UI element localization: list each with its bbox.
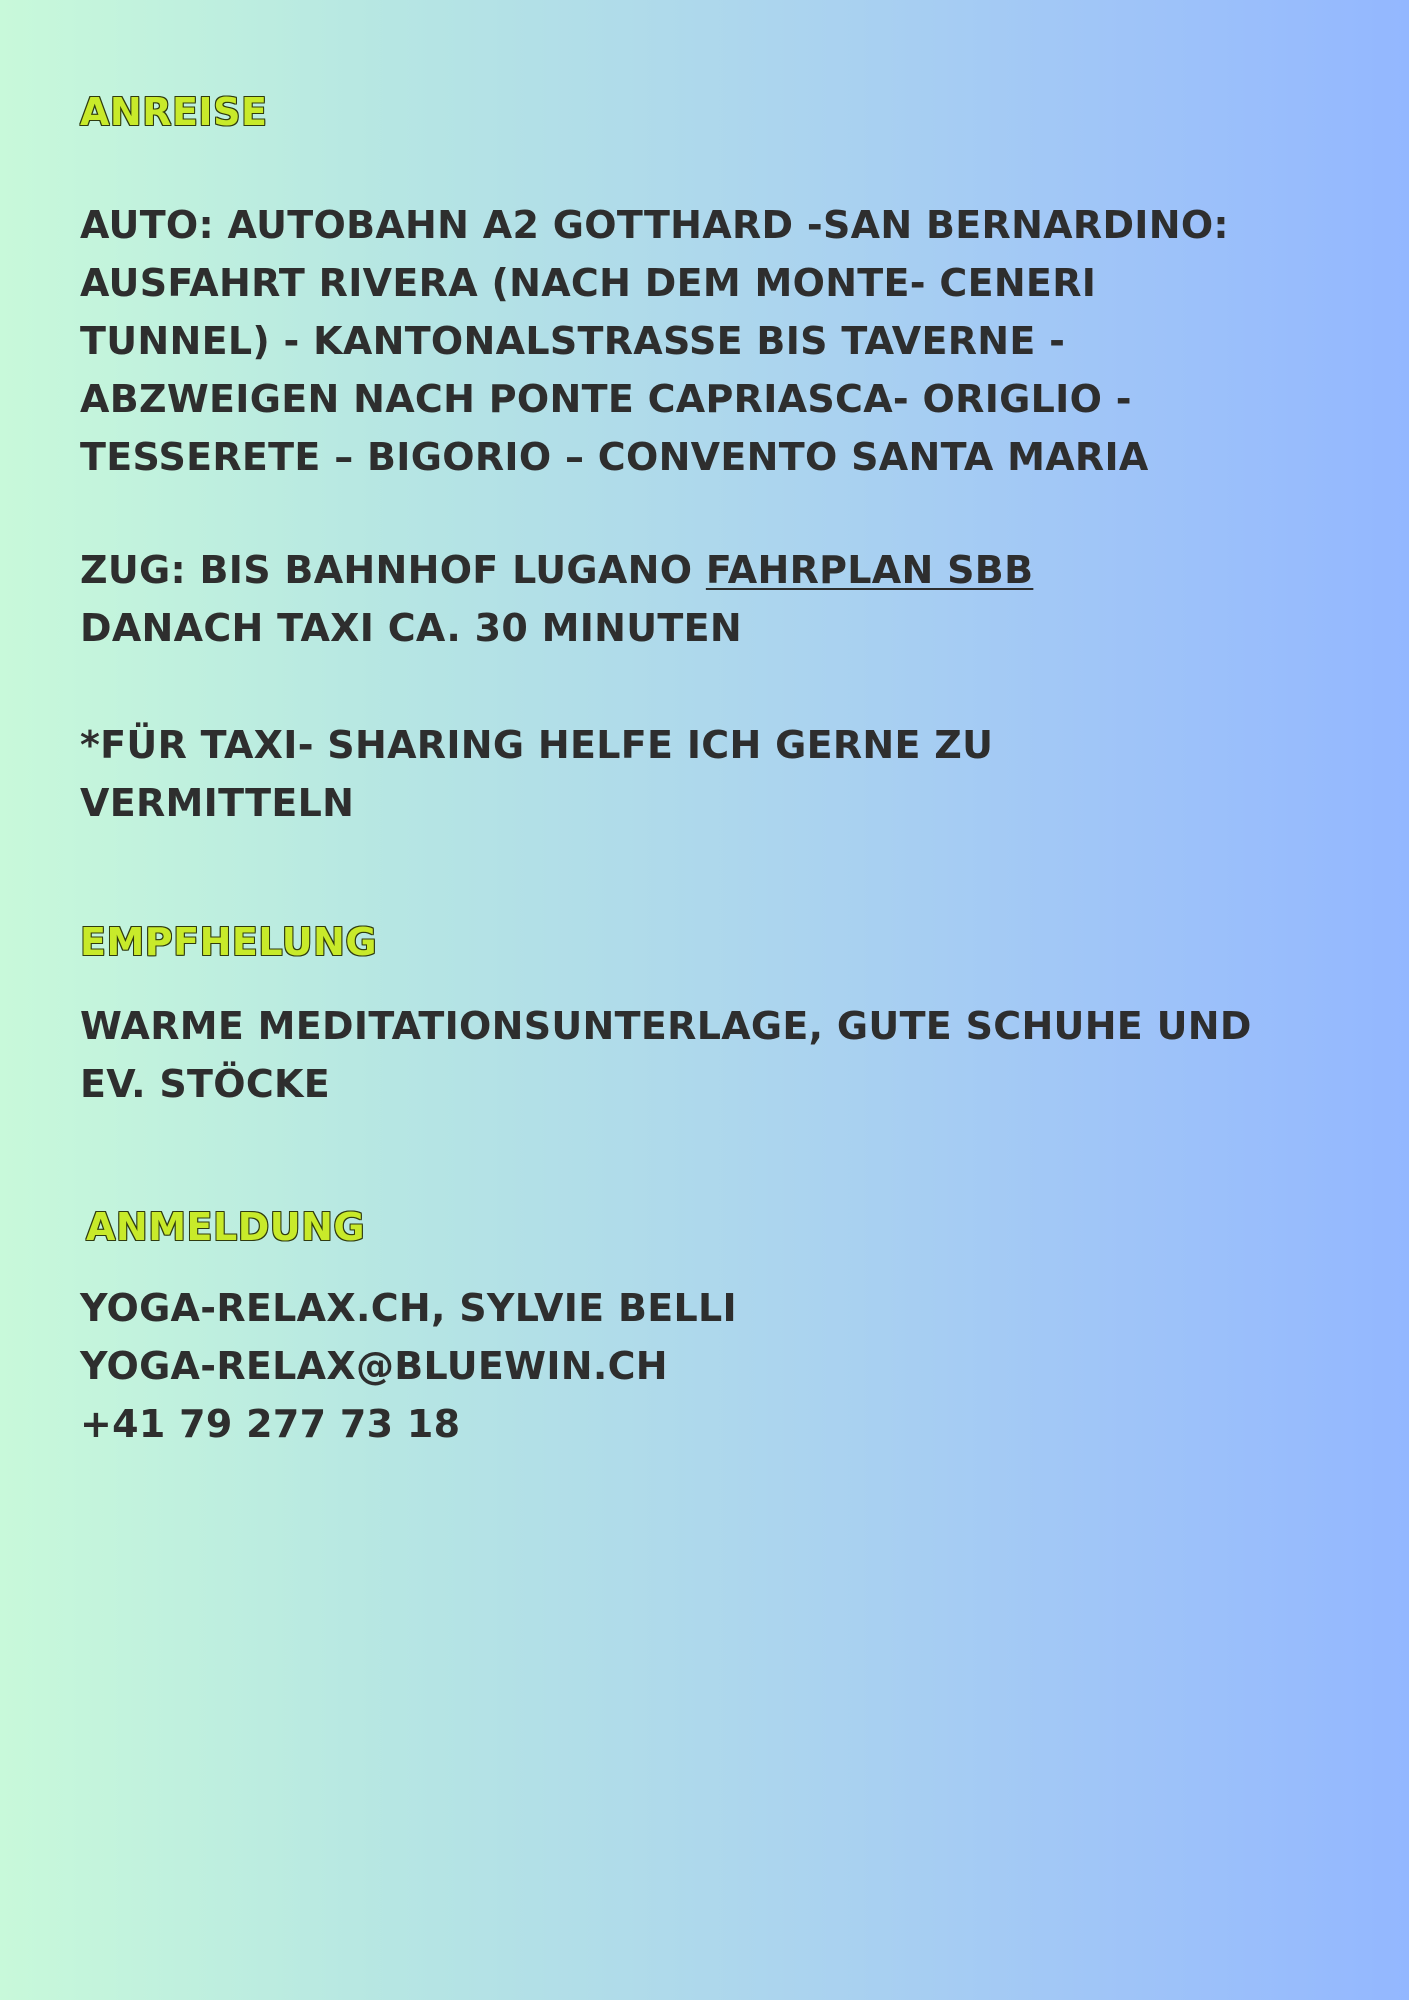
fahrplan-sbb-link[interactable]: FAHRPLAN SBB bbox=[705, 548, 1034, 592]
taxi-sharing-note bbox=[80, 716, 993, 832]
taxi-line-2: VERMITTELN bbox=[80, 781, 355, 825]
empfehlung-line-2: EV. STÖCKE bbox=[80, 1062, 331, 1106]
auto-line-3: TUNNEL) - KANTONALSTRASSE BIS TAVERNE - bbox=[80, 319, 1066, 363]
auto-line-5: TESSERETE – BIGORIO – CONVENTO SANTA MARIA bbox=[80, 435, 1149, 479]
zug-directions bbox=[80, 541, 1033, 657]
empfehlung-line-1: WARME MEDITATIONSUNTERLAGE, GUTE SCHUHE UND bbox=[80, 1004, 1252, 1048]
empfehlung-text bbox=[80, 997, 1252, 1113]
empfehlung-heading: EMPFHELUNG bbox=[80, 920, 378, 964]
zug-line-1 bbox=[80, 541, 1033, 599]
taxi-line-1: *FÜR TAXI- SHARING HELFE ICH GERNE ZU bbox=[80, 723, 994, 767]
zug-line-2: DANACH TAXI CA. 30 MINUTEN bbox=[80, 606, 743, 650]
anreise-heading: ANREISE bbox=[80, 90, 268, 134]
anmeldung-contact bbox=[80, 1279, 737, 1453]
auto-line-4: ABZWEIGEN NACH PONTE CAPRIASCA- ORIGLIO - bbox=[80, 377, 1132, 421]
contact-phone: +41 79 277 73 18 bbox=[80, 1402, 461, 1446]
auto-line-1: AUTO: AUTOBAHN A2 GOTTHARD -SAN BERNARDINO: bbox=[80, 203, 1229, 247]
auto-directions bbox=[80, 196, 1229, 486]
zug-prefix: ZUG: BIS BAHNHOF LUGANO bbox=[80, 548, 706, 592]
auto-line-2: AUSFAHRT RIVERA (NACH DEM MONTE- CENERI bbox=[80, 261, 1097, 305]
contact-website-name: YOGA-RELAX.CH, SYLVIE BELLI bbox=[80, 1286, 737, 1330]
anmeldung-heading: ANMELDUNG bbox=[86, 1205, 366, 1249]
contact-email: YOGA-RELAX@BLUEWIN.CH bbox=[80, 1344, 668, 1388]
